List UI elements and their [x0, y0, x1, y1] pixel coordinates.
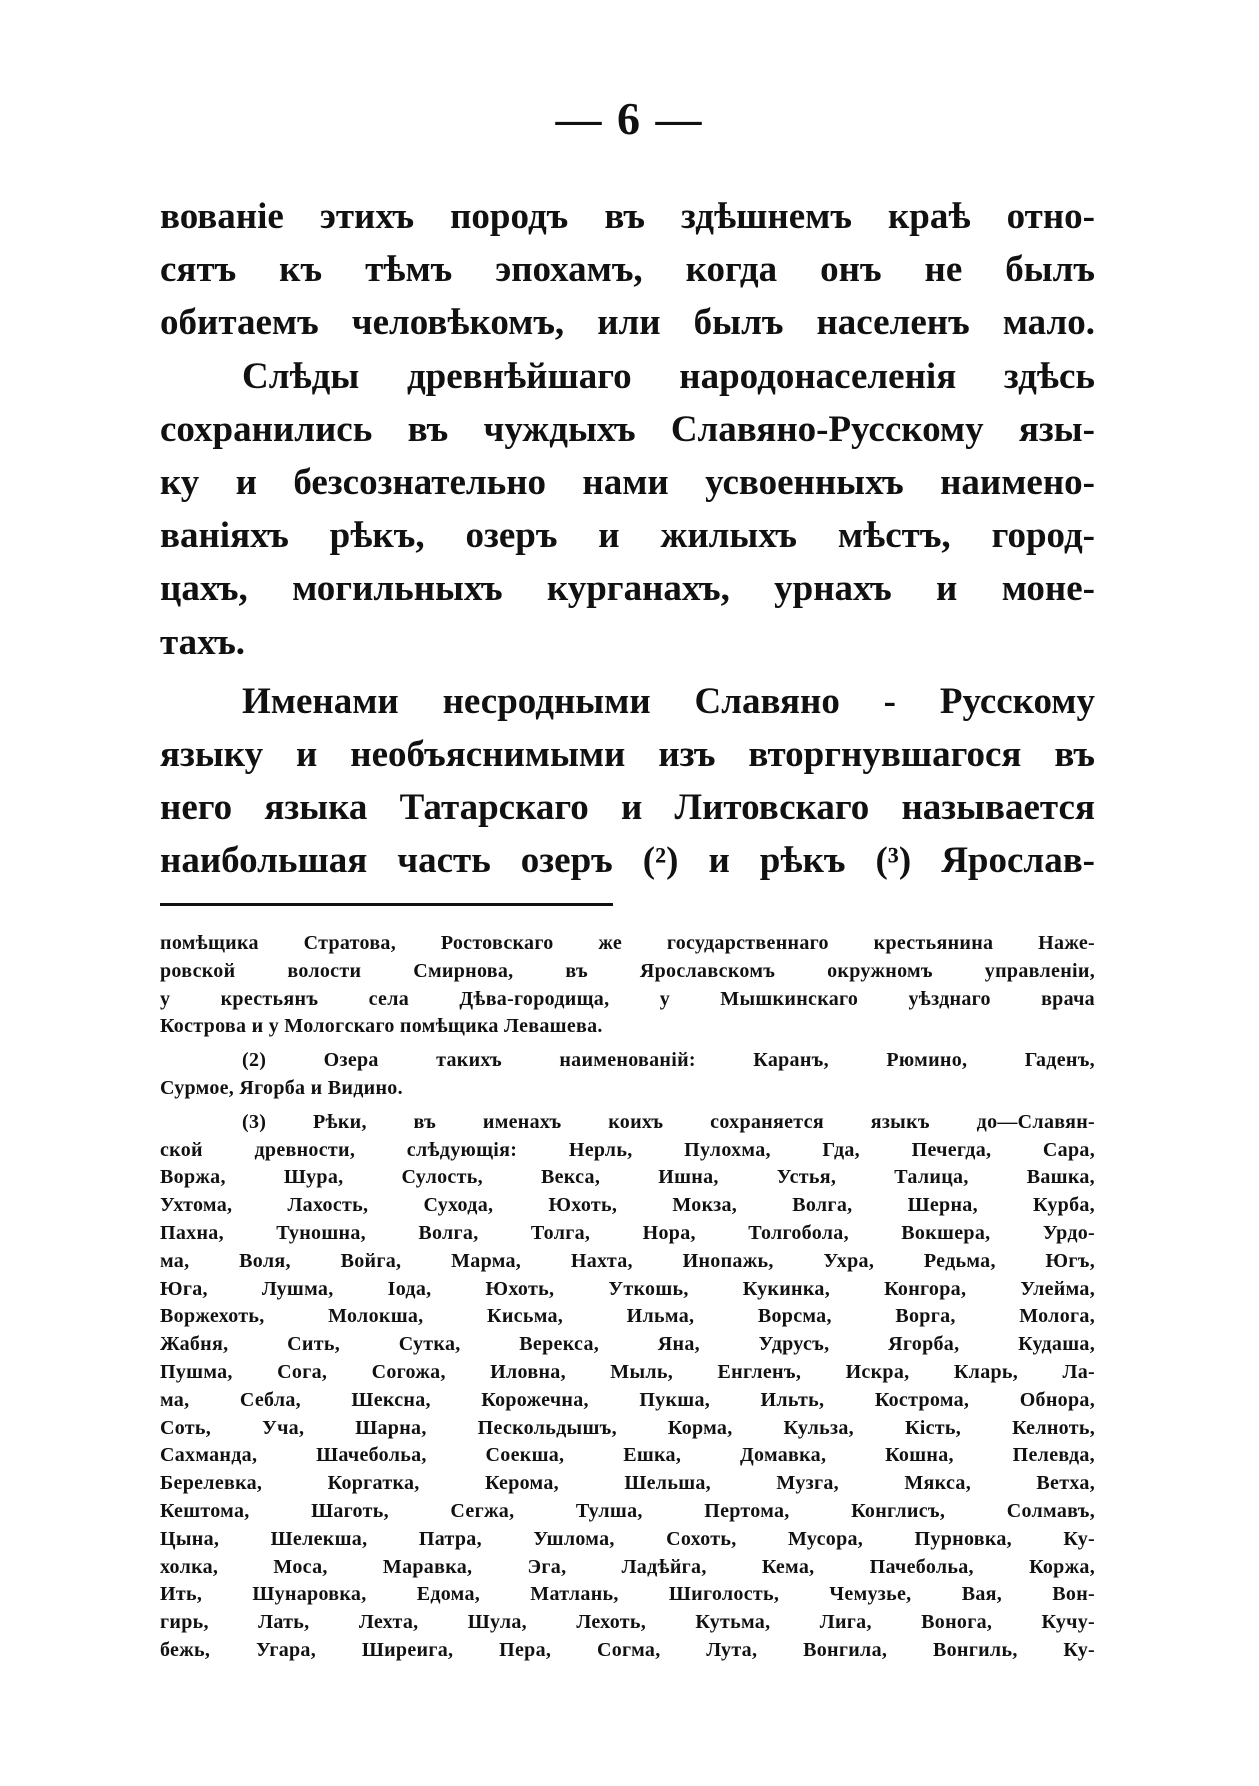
footnote-line: (3) Рѣки, въ именахъ коихъ сохраняется языкъ до—Славян-	[242, 1110, 1095, 1133]
footnote-line: Берелевка, Коргатка, Керома, Шельша, Музга, Мякса, Ветха,	[160, 1472, 1095, 1495]
text-line: обитаемъ человѣкомъ, или былъ населенъ мало.	[160, 302, 1095, 344]
footnote-line: Сахманда, Шачебольа, Соекша, Ешка, Домавка, Кошна, Пелевда,	[160, 1444, 1095, 1467]
footnote-line: Кештома, Шаготь, Сегжа, Тулша, Пертома, Конглисъ, Солмавъ,	[160, 1499, 1095, 1522]
footnote-line: Сурмое, Ягорба и Видино.	[160, 1076, 403, 1099]
footnote-line: у крестьянъ села Дѣва-городища, у Мышкинскаго уѣзднаго врача	[160, 987, 1095, 1010]
text-line: Именами несродными Славяно - Русскому	[242, 680, 1095, 722]
page-number: — 6 —	[555, 93, 704, 144]
footnote-line: Кострова и у Мологскаго помѣщика Левашева.	[160, 1015, 603, 1038]
footnote-line: Соть, Уча, Шарна, Пескольдышъ, Корма, Кульза, Кість, Келноть,	[160, 1416, 1095, 1439]
text-line: языку и необъяснимыми изъ вторгнувшагося въ	[160, 733, 1095, 775]
footnote-line: (2) Озера такихъ наименованій: Каранъ, Рюмино, Гаденъ,	[242, 1049, 1095, 1072]
text-line: Слѣды древнѣйшаго народонаселенія здѣсь	[242, 355, 1095, 397]
text-line: вованіе этихъ породъ въ здѣшнемъ краѣ отно-	[160, 196, 1095, 237]
footnote-line: ской древности, слѣдующія: Нерль, Пулохма, Гда, Печегда, Сара,	[160, 1138, 1095, 1161]
text-line: ваніяхъ рѣкъ, озеръ и жилыхъ мѣстъ, город-	[160, 515, 1095, 557]
footnote-line: Ухтома, Лахость, Сухода, Юхоть, Мокза, Волга, Шерна, Курба,	[160, 1194, 1095, 1217]
footnote-line: Юга, Лушма, Іода, Юхоть, Уткошь, Кукинка, Конгора, Улейма,	[160, 1277, 1095, 1300]
footnote-line: ма, Воля, Войга, Марма, Нахта, Инопажь, Ухра, Редьма, Югъ,	[160, 1249, 1095, 1272]
footnote-line: холка, Моса, Маравка, Эга, Ладѣйга, Кема, Пачебольа, Коржа,	[160, 1555, 1095, 1578]
footnotes	[160, 930, 1095, 1665]
footnote-line: гирь, Лать, Лехта, Шула, Лехоть, Кутьма, Лига, Вонога, Кучу-	[160, 1611, 1095, 1634]
footnote-divider	[160, 903, 613, 906]
text-line: цахъ, могильныхъ курганахъ, урнахъ и моне-	[160, 568, 1095, 610]
text-line: сятъ къ тѣмъ эпохамъ, когда онъ не былъ	[160, 249, 1095, 291]
footnote-line: Пахна, Туношна, Волга, Толга, Нора, Толгобола, Вокшера, Урдо-	[160, 1221, 1095, 1244]
footnote-line: ма, Себла, Шексна, Корожечна, Пукша, Ильть, Кострома, Обнора,	[160, 1388, 1095, 1411]
main-text	[160, 190, 1095, 887]
footnote-line: Воржа, Шура, Сулость, Векса, Ишна, Устья, Талица, Вашка,	[160, 1166, 1095, 1189]
text-line: ку и безсознательно нами усвоенныхъ наимено-	[160, 461, 1095, 503]
footnote-line: бежь, Угара, Ширеига, Пера, Согма, Лута, Вонгила, Вонгиль, Ку-	[160, 1638, 1095, 1661]
footnote-line: Ить, Шунаровка, Едома, Матлань, Шиголость, Чемузье, Вая, Вон-	[160, 1583, 1095, 1606]
text-line: него языка Татарскаго и Литовскаго называется	[160, 787, 1095, 829]
footnote-line: Жабня, Сить, Сутка, Верекса, Яна, Удрусъ, Ягорба, Кудаша,	[160, 1333, 1095, 1356]
footnote-line: ровской волости Смирнова, въ Ярославскомъ окружномъ управленіи,	[160, 959, 1095, 982]
text-line: тахъ.	[160, 621, 246, 663]
text-line: наибольшая часть озеръ (²) и рѣкъ (³) Ярослав-	[160, 840, 1095, 882]
footnote-line: Цына, Шелекша, Патра, Ушлома, Сохоть, Мусора, Пурновка, Ку-	[160, 1527, 1095, 1550]
footnote-line: Пушма, Сога, Согожа, Иловна, Мыль, Енгленъ, Искра, Кларь, Ла-	[160, 1360, 1095, 1383]
text-line: сохранились въ чуждыхъ Славяно-Русскому язы-	[160, 408, 1095, 450]
footnote-line: Воржехоть, Молокша, Кисьма, Ильма, Ворсма, Ворга, Молога,	[160, 1305, 1095, 1328]
footnote-line: помѣщика Стратова, Ростовскаго же государственнаго крестьянина Наже-	[160, 932, 1095, 954]
